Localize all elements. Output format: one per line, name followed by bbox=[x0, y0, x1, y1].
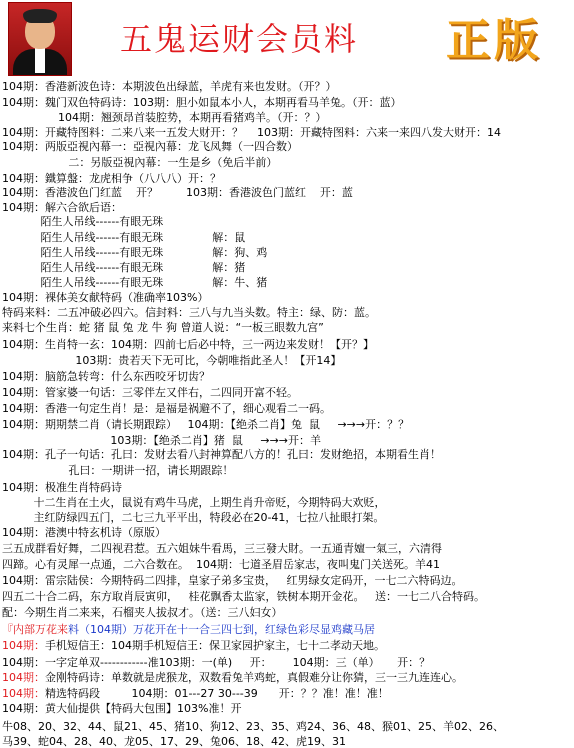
content-line: 104期：一字定单双------------准103期：一(单) 开： 104期：三（单） 开：？ bbox=[2, 656, 431, 669]
content-line: 104期：解六合欲后语： bbox=[2, 201, 122, 214]
content-line: 104期：金刚特码诗：单数就是虎猴龙，双数看兔羊鸡蛇，真假难分让你猜，三一三九连连心。 bbox=[2, 671, 463, 684]
content-line: 104期：期期禁二肖（请长期跟踪） 104期：【绝杀二肖】兔 鼠 →→→开：？？ bbox=[2, 418, 410, 431]
content-line: 四五二十合二码，东方取肖辰寅卯， 桂花飘香太监家，铁树本期开金花。 送：一七二八合特码。 bbox=[2, 590, 485, 603]
content-line: 特码来料：二五冲破必四六。信封料：三八与九当头数。特主：绿、防：蓝。 bbox=[2, 306, 376, 319]
content-line: 陌生人吊线------有眼无珠 解：牛、猪 bbox=[2, 276, 268, 289]
content-line: 104期：管家婆一句话：三零伴左又伴右，二四同开富不轻。 bbox=[2, 386, 298, 399]
content-line: 104期：香港新波色诗：本期波色出绿蓝，羊虎有来也发财。（开？） bbox=[2, 80, 337, 93]
content-line: 104期：魏门双色特码诗：103期：胆小如鼠本小人，本期再看马羊兔。（开：蓝） bbox=[2, 96, 402, 109]
content-line: 104期：两版亞視內幕一：亞視內幕：龙飞凤舞（一四合数） bbox=[2, 140, 298, 153]
content-line: 104期：手机短信王：104期手机短信王：保卫家园护家主，七十二孝动天地。 bbox=[2, 639, 385, 652]
content-line: 二：另版亞視內幕：一生是乡（免后半前） bbox=[2, 156, 278, 169]
content-line: 104期：雷宗陆侯：今期特码二四排，皇家子弟多宝贵， 红男绿女定码开，一七二六特码边。 bbox=[2, 574, 463, 587]
content-line: 三五成群看好舞，二四视君惹。五六姐妹牛看馬，三三發大財。一五通青嬗一氣三，六清得 bbox=[2, 542, 442, 555]
content-line: 十二生肖在土火，鼠说有鸡牛马虎，上期生肖升帝贬，今期特码大欢贬， bbox=[2, 496, 386, 509]
page-title: 五鬼运财会员料 bbox=[120, 20, 359, 58]
content-line: 孔曰：一期讲一招，请长期跟踪！ bbox=[2, 464, 234, 477]
content-line: 四蹄。心有灵犀一点通，二六合数在。 104期：七道圣眉岳家志，夜叫鬼门关送死。羊41 bbox=[2, 558, 440, 571]
content-line: 陌生人吊线------有眼无珠 解：狗、鸡 bbox=[2, 246, 268, 259]
content-line: 104期：港澳中特玄机诗（原版） bbox=[2, 526, 166, 539]
content-line: 陌生人吊线------有眼无珠 bbox=[2, 215, 164, 228]
content-line: 104期：生肖特一玄：104期：四前七后必中特，三一两边来发财！【开？】 bbox=[2, 338, 374, 351]
content-line: 陌生人吊线------有眼无珠 解：猪 bbox=[2, 261, 246, 274]
content-line: 104期：极准生肖特码诗 bbox=[2, 481, 122, 494]
content-line: 104期：鐵算盤：龙虎相争（八八八）开：？ bbox=[2, 172, 221, 185]
content-line: 103期：贵若天下无可比，今朝唯指此圣人！【开14】 bbox=[2, 354, 342, 367]
header bbox=[0, 0, 574, 80]
content-line: 陌生人吊线------有眼无珠 解：鼠 bbox=[2, 231, 246, 244]
content-line: 牛08、20、32、44、鼠21、45、猪10、狗12、23、35、鸡24、36、48、猴01、25、羊02、26、 bbox=[2, 720, 504, 733]
content-line: 104期：裸体美女献特码（准确率103%） bbox=[2, 291, 209, 304]
portrait-photo bbox=[8, 2, 72, 76]
genuine-badge: 正版 bbox=[446, 15, 542, 66]
content-line: 配：今期生肖二来来，石榴夹人拔叔才。（送：三八妇女） bbox=[2, 606, 283, 619]
content-line: 104期：香港一句定生肖！是：是福是祸避不了，细心观看二一码。 bbox=[2, 402, 331, 415]
content-line: 104期：香港波色门红蓝 开？ 103期：香港波色门蓝红 开：蓝 bbox=[2, 186, 353, 199]
content-line: 『内部万花来料（104期）万花开在十一合三四七到，红绿色彩尽显鸡藏马居 bbox=[2, 623, 375, 636]
content-line: 主红防绿四五门，二七三九平平出，特段必在20-41，七拉八扯眼打架。 bbox=[2, 511, 385, 524]
content-line: 104期：孔子一句话：孔曰：发财去看八封神算配八方的！孔曰：发财绝招，本期看生肖！ bbox=[2, 448, 441, 461]
content-line: 103期：【绝杀二肖】猪 鼠 →→→开：羊 bbox=[2, 434, 322, 447]
content-line: 104期：精选特码段 104期：01---27 30---39 开：？？准！准！准！ bbox=[2, 687, 389, 700]
content-line: 104期：黄大仙提供【特码大包围】103%准！开 bbox=[2, 702, 242, 715]
content-line: 马39、蛇04、28、40、龙05、17、29、兔06、18、42、虎19、31 bbox=[2, 735, 346, 748]
content-line: 来料七个生肖：蛇 猪 鼠 兔 龙 牛 狗 曾道人说：“一板三眼数九宫” bbox=[2, 321, 324, 334]
content-line: 104期：开藏特图料：二来八来一五发大财开：？ 103期：开藏特图料：六来一来四八发大财开：14 bbox=[2, 126, 501, 139]
content-line: 104期：脑筋急转弯：什么东西咬牙切齿？ bbox=[2, 370, 210, 383]
content-line: 104期：翘颈昂首装腔势，本期再看猪鸡羊。（开：？） bbox=[2, 111, 327, 124]
